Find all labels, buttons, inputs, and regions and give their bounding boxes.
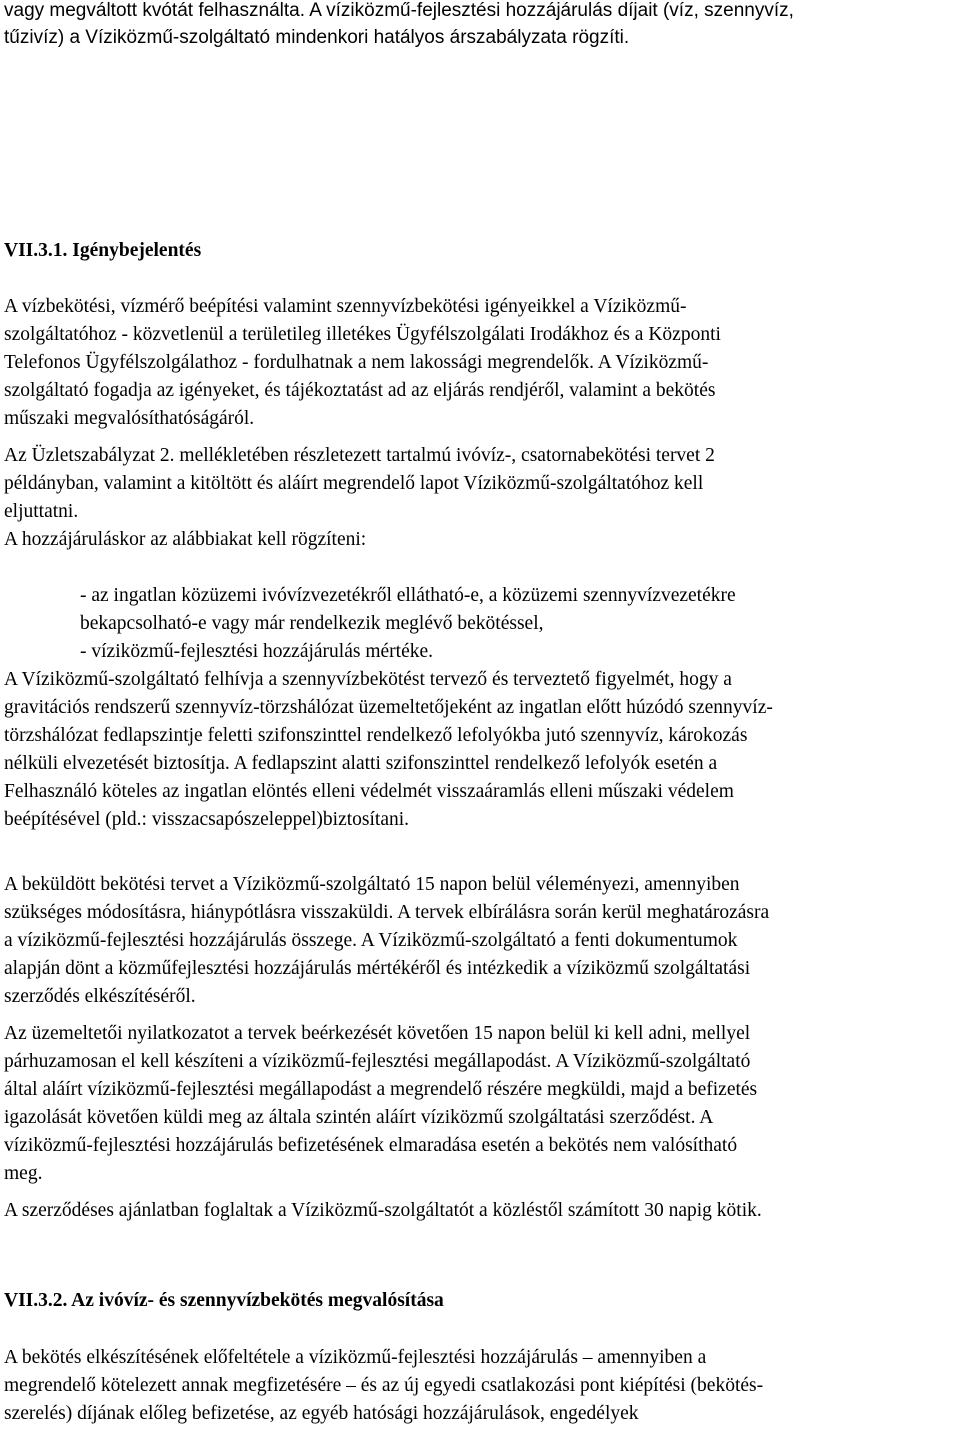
section-heading-bekotes-megvalositasa: VII.3.2. Az ivóvíz- és szennyvízbekötés megvalósítása [4, 1290, 444, 1311]
text-line: szükséges módosításra, hiánypótlásra visszaküldi. A tervek elbírálásra során kerül meghatározásra [4, 902, 770, 923]
text-line: Telefonos Ügyfélszolgálathoz - fordulhatnak a nem lakossági megrendelők. A Víziközmű- [4, 352, 709, 373]
text-line: A vízbekötési, vízmérő beépítési valamint szennyvízbekötési igényeikkel a Víziközmű- [4, 296, 687, 317]
text-line: A bekötés elkészítésének előfeltétele a víziközmű-fejlesztési hozzájárulás – amennyiben a [4, 1347, 707, 1368]
text-line: párhuzamosan el kell készíteni a víziközmű-fejlesztési megállapodást. A Víziközmű-szolgáltató [4, 1051, 751, 1072]
list-item: - víziközmű-fejlesztési hozzájárulás mértéke. [80, 641, 433, 662]
text-line: által aláírt víziközmű-fejlesztési megállapodást a megrendelő részére megküldi, majd a befizetés [4, 1079, 758, 1100]
text-line: műszaki megvalósíthatóságáról. [4, 408, 255, 429]
text-line: nélküli elvezetését biztosítja. A fedlapszint alatti szifonszinttel rendelkező lefolyók esetén a [4, 753, 718, 774]
text-line: szolgáltató fogadja az igényeket, és tájékoztatást ad az eljárás rendjéről, valamint a bekötés [4, 380, 716, 401]
text-line: tűzivíz) a Víziközmű-szolgáltató mindenkori hatályos árszabályzata rögzíti. [4, 27, 630, 48]
text-line: A beküldött bekötési tervet a Víziközmű-szolgáltató 15 napon belül véleményezi, amennyiben [4, 874, 740, 895]
text-line: igazolását követően küldi meg az általa szintén aláírt víziközmű szolgáltatási szerződést. A [4, 1107, 714, 1128]
text-line: szerelés) díjának előleg befizetése, az egyéb hatósági hozzájárulások, engedélyek [4, 1403, 639, 1424]
text-line: alapján dönt a közműfejlesztési hozzájárulás mértékéről és intézkedik a víziközmű szolgáltatási [4, 958, 751, 979]
text-line: vagy megváltott kvótát felhasználta. A víziközmű-fejlesztési hozzájárulás díjait (víz, szennyvíz, [4, 0, 794, 21]
text-line: víziközmű-fejlesztési hozzájárulás befizetésének elmaradása esetén a bekötés nem valósítható [4, 1135, 738, 1156]
list-item: bekapcsolható-e vagy már rendelkezik meglévő bekötéssel, [80, 613, 544, 634]
text-line: Felhasználó köteles az ingatlan elöntés elleni védelmét visszaáramlás elleni műszaki védelem [4, 781, 734, 802]
text-line: Az Üzletszabályzat 2. mellékletében részletezett tartalmú ivóvíz-, csatornabekötési tervet 2 [4, 445, 715, 466]
text-line: szerződés elkészítéséről. [4, 986, 196, 1007]
section-heading-igenybejelentes: VII.3.1. Igénybejelentés [4, 240, 202, 261]
text-line: gravitációs rendszerű szennyvíz-törzshálózat üzemeltetőjeként az ingatlan előtt húzódó szennyvíz- [4, 697, 773, 718]
text-line: törzshálózat fedlapszintje feletti szifonszinttel rendelkező lefolyókba jutó szennyvíz, károkozás [4, 725, 748, 746]
text-line: A Víziközmű-szolgáltató felhívja a szennyvízbekötést tervező és terveztető figyelmét, hogy a [4, 669, 732, 690]
text-line: példányban, valamint a kitöltött és aláírt megrendelő lapot Víziközmű-szolgáltatóhoz kell [4, 473, 704, 494]
text-line: szolgáltatóhoz - közvetlenül a területileg illetékes Ügyfélszolgálati Irodákhoz és a Központi [4, 324, 721, 345]
paragraph-hozzajarulas-intro: A hozzájáruláskor az alábbiakat kell rögzíteni: [4, 529, 367, 550]
paragraph-szerzodeses-ajanlat: A szerződéses ajánlatban foglaltak a Víziközmű-szolgáltatót a közléstől számított 30 napig kötik. [4, 1200, 762, 1221]
list-item: - az ingatlan közüzemi ivóvízvezetékről ellátható-e, a közüzemi szennyvízvezetékre [80, 585, 736, 606]
text-line: meg. [4, 1163, 43, 1184]
text-line: beépítésével (pld.: visszacsapószeleppel)biztosítani. [4, 809, 410, 830]
text-line: megrendelő kötelezett annak megfizetésére – és az új egyedi csatlakozási pont kiépítési (bekötés- [4, 1375, 764, 1396]
text-line: Az üzemeltetői nyilatkozatot a tervek beérkezését követően 15 napon belül ki kell adni, mellyel [4, 1023, 751, 1044]
text-line: eljuttatni. [4, 501, 79, 522]
text-line: a víziközmű-fejlesztési hozzájárulás összege. A Víziközmű-szolgáltató a fenti dokumentumok [4, 930, 738, 951]
